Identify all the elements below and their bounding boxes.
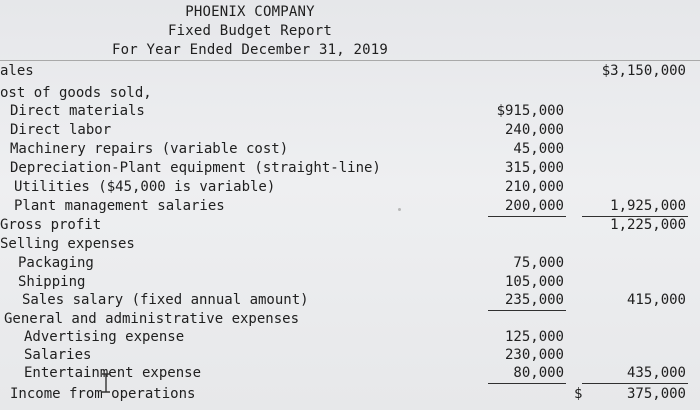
row-label: Direct labor (10, 122, 112, 138)
report-row (0, 159, 700, 178)
row-amount: 105,000 (504, 274, 564, 290)
row-amount: 240,000 (504, 122, 564, 138)
row-label: Direct materials (10, 103, 145, 119)
row-label: Utilities ($45,000 is variable) (14, 179, 276, 195)
row-total: 1,225,000 (610, 217, 686, 233)
row-amount: 75,000 (513, 255, 564, 271)
row-label: Sales salary (fixed annual amount) (22, 292, 309, 308)
report-row (0, 291, 700, 310)
row-amount: 210,000 (504, 179, 564, 195)
row-label: Machinery repairs (variable cost) (10, 141, 289, 157)
row-total: 375,000 (626, 386, 686, 402)
row-total: 415,000 (626, 292, 686, 308)
report-row (0, 235, 700, 254)
report-row (0, 328, 700, 347)
report-row (0, 216, 700, 235)
row-label: Salaries (24, 347, 92, 363)
row-total: $3,150,000 (601, 63, 686, 79)
currency-symbol: $ (574, 386, 583, 402)
row-label: Shipping (18, 274, 86, 290)
company-name: PHOENIX COMPANY (185, 4, 315, 20)
total-underline (582, 383, 688, 384)
row-amount: 125,000 (504, 329, 564, 345)
row-amount: 315,000 (504, 160, 564, 176)
row-label: Depreciation-Plant equipment (straight-line) (10, 160, 381, 176)
row-label: Plant management salaries (14, 198, 225, 214)
report-title: Fixed Budget Report (168, 23, 332, 39)
row-label: Selling expenses (0, 236, 135, 252)
header-rule (0, 60, 700, 61)
row-amount: $915,000 (496, 103, 564, 119)
row-label: General and administrative expenses (4, 311, 300, 327)
row-label: Gross profit (0, 217, 102, 233)
row-label: ost of goods sold, (0, 85, 152, 101)
row-label: Advertising expense (24, 329, 185, 345)
report-period: For Year Ended December 31, 2019 (111, 42, 389, 58)
report-row (0, 102, 700, 121)
row-amount: 200,000 (504, 198, 564, 214)
report-row (0, 254, 700, 273)
row-amount: 230,000 (504, 347, 564, 363)
row-amount: 235,000 (504, 292, 564, 308)
row-label: Packaging (18, 255, 94, 271)
report-row (0, 62, 700, 81)
stray-mark (398, 208, 401, 211)
row-total: 435,000 (626, 365, 686, 381)
subtotal-underline (488, 383, 566, 384)
row-label: Income from operations (10, 386, 196, 402)
report-row (0, 197, 700, 216)
report-row (0, 385, 700, 404)
row-amount: 45,000 (513, 141, 564, 157)
row-label: Entertainment expense (24, 365, 202, 381)
report-row (0, 178, 700, 197)
report-row (0, 121, 700, 140)
report-row (0, 273, 700, 292)
row-total: 1,925,000 (610, 198, 686, 214)
row-label: ales (0, 63, 34, 79)
row-amount: 80,000 (513, 365, 564, 381)
report-row (0, 140, 700, 159)
report-row (0, 346, 700, 365)
report-row (0, 84, 700, 103)
report-row (0, 310, 700, 329)
